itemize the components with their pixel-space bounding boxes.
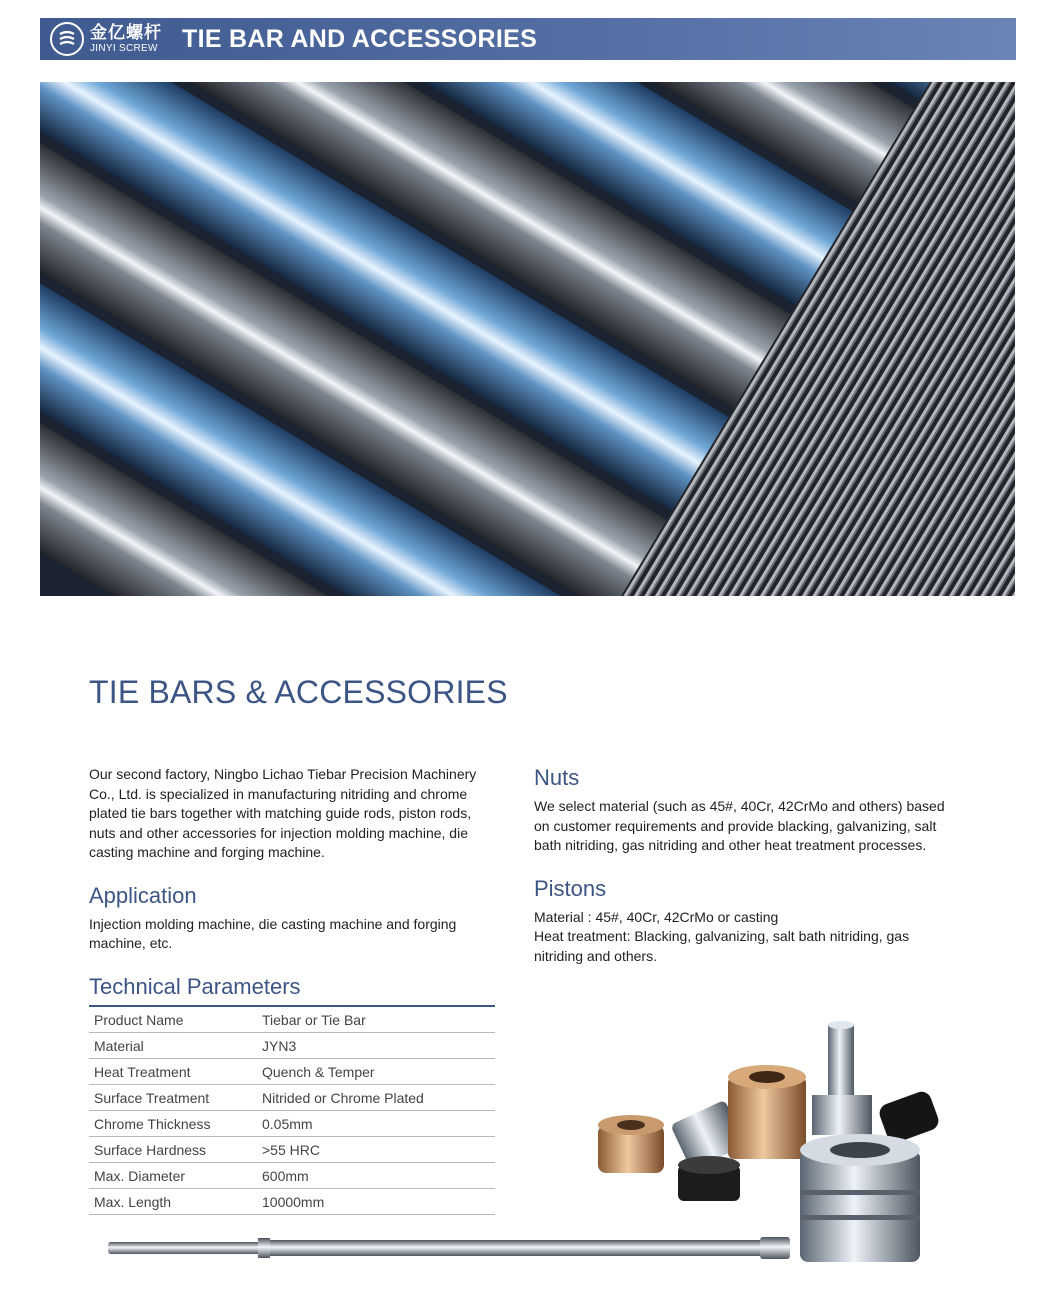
table-row — [89, 1033, 495, 1059]
param-value: JYN3 — [257, 1033, 495, 1059]
table-row — [89, 1163, 495, 1189]
table-row — [89, 1137, 495, 1163]
param-key: Material — [89, 1033, 257, 1059]
param-key: Max. Length — [89, 1189, 257, 1215]
param-value: Quench & Temper — [257, 1059, 495, 1085]
logo-english-name: JINYI SCREW — [90, 42, 158, 54]
param-key: Product Name — [89, 1006, 257, 1033]
technical-parameters-heading: Technical Parameters — [89, 973, 301, 999]
application-heading: Application — [89, 882, 197, 908]
table-row — [89, 1085, 495, 1111]
param-key: Heat Treatment — [89, 1059, 257, 1085]
param-key: Surface Treatment — [89, 1085, 257, 1111]
intro-paragraph: Our second factory, Ningbo Lichao Tiebar Precision Machinery Co., Ltd. is specialized in manufacturing nitriding and chrome plated tie bars together with matching guide rods, piston rods, nuts and other accessories for injection molding machine, die casting machine and forging machine. — [89, 766, 477, 860]
table-row — [89, 1006, 495, 1033]
technical-parameters-table — [89, 1005, 495, 1215]
param-value: >55 HRC — [257, 1137, 495, 1163]
param-key: Surface Hardness — [89, 1137, 257, 1163]
table-row — [89, 1059, 495, 1085]
application-text: Injection molding machine, die casting machine and forging machine, etc. — [89, 915, 457, 951]
banner-title: TIE BAR AND ACCESSORIES — [182, 24, 538, 53]
param-value: Tiebar or Tie Bar — [257, 1006, 495, 1033]
param-key: Max. Diameter — [89, 1163, 257, 1189]
header-banner — [40, 18, 1016, 60]
param-value: 0.05mm — [257, 1111, 495, 1137]
pistons-heat-treatment-text: Heat treatment: Blacking, galvanizing, salt bath nitriding, gas nitriding and others. — [534, 928, 910, 964]
guide-rod-image — [108, 1232, 792, 1262]
nuts-heading: Nuts — [534, 765, 580, 790]
pistons-material-text: Material : 45#, 40Cr, 42CrMo or casting — [534, 908, 779, 925]
main-title: TIE BARS & ACCESSORIES — [89, 674, 508, 710]
right-column — [534, 765, 954, 966]
logo-chinese-name: 金亿螺杆 — [90, 22, 162, 43]
pistons-heading: Pistons — [534, 875, 607, 901]
logo — [50, 22, 162, 56]
hero-image-tie-bars — [40, 82, 1015, 596]
table-row — [89, 1111, 495, 1137]
param-value: 10000mm — [257, 1189, 495, 1215]
param-value: 600mm — [257, 1163, 495, 1189]
nuts-text: We select material (such as 45#, 40Cr, 42CrMo and others) based on customer requirements and provide blacking, galvanizing, salt bath nitriding, gas nitriding and other heat treatment processes. — [534, 798, 945, 853]
left-column — [89, 765, 501, 1000]
table-row — [89, 1189, 495, 1215]
param-value: Nitrided or Chrome Plated — [257, 1085, 495, 1111]
param-key: Chrome Thickness — [89, 1111, 257, 1137]
jinyi-logo-icon — [50, 22, 84, 56]
